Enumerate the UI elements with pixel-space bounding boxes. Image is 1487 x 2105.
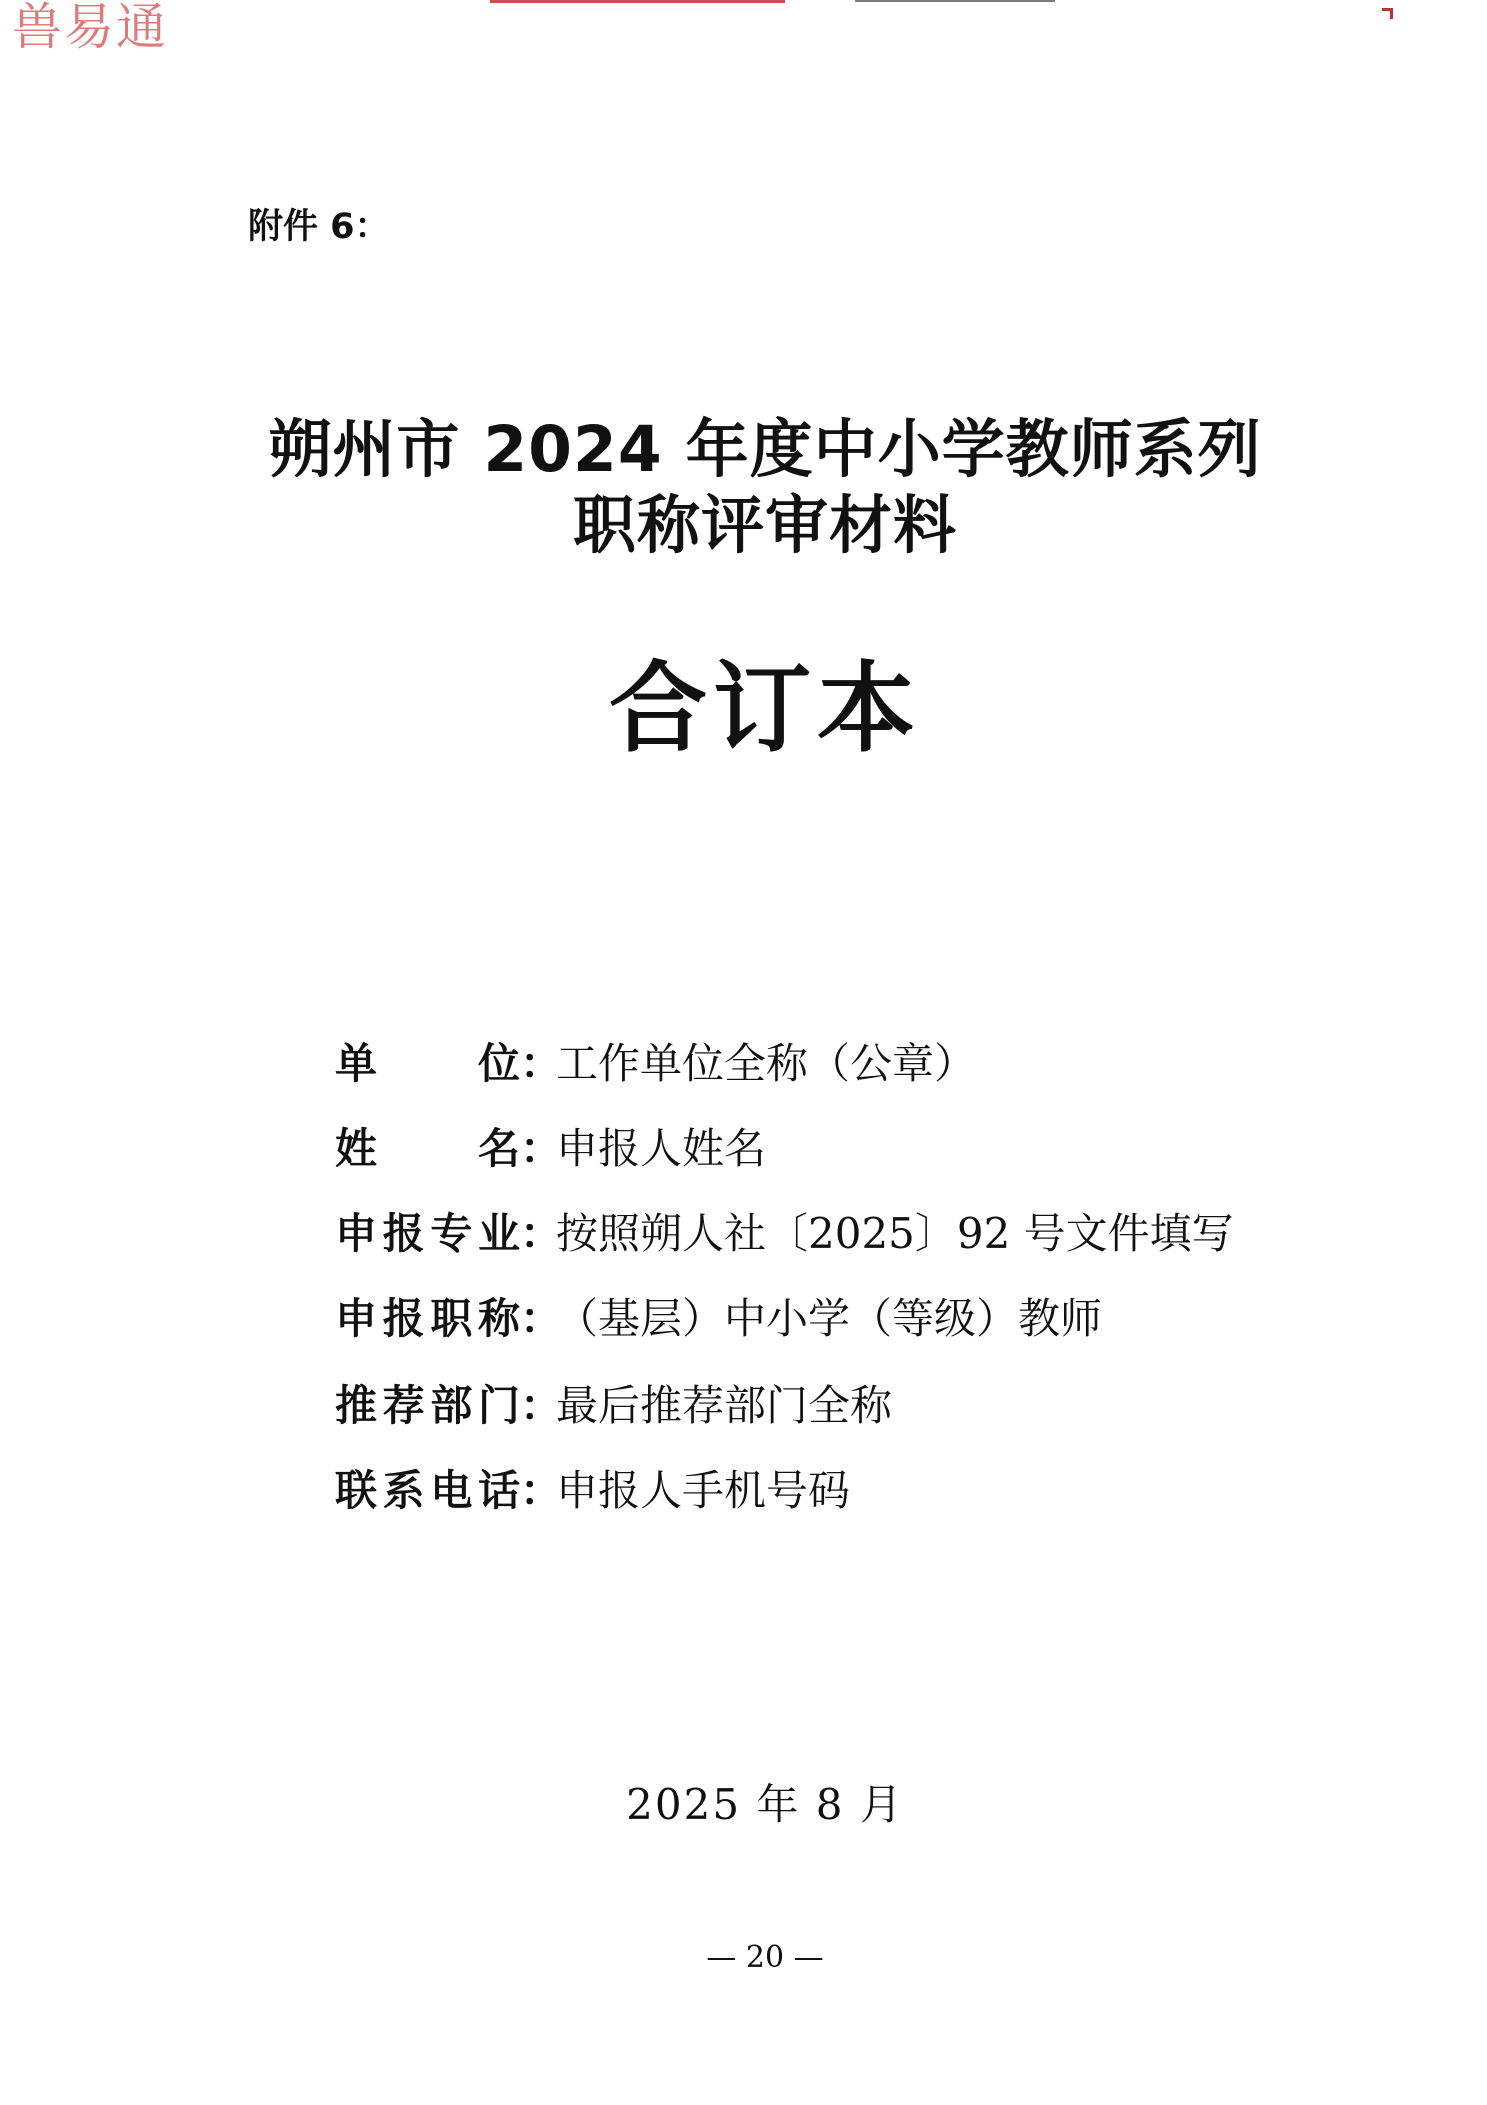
page-number: — 20 — <box>706 1940 824 1975</box>
field-value: 申报人手机号码 <box>556 1466 851 1515</box>
document-title-line-2: 职称评审材料 <box>573 489 957 562</box>
field-row-phone <box>335 1461 850 1521</box>
field-row-title <box>335 1289 1102 1349</box>
field-label: 申报职称 <box>335 1294 520 1343</box>
field-label: 申报专业 <box>335 1209 520 1258</box>
field-row-unit <box>335 1034 976 1094</box>
field-colon: ： <box>520 1294 563 1343</box>
field-label: 单位 <box>335 1039 520 1088</box>
watermark: 兽易通 <box>12 0 168 56</box>
field-label: 联系电话 <box>335 1466 520 1515</box>
field-colon: ： <box>520 1381 563 1430</box>
field-label: 姓名 <box>335 1124 520 1173</box>
field-row-specialty <box>335 1204 1234 1264</box>
field-colon: ： <box>520 1039 563 1088</box>
field-value: 最后推荐部门全称 <box>556 1381 893 1430</box>
field-value: （基层）中小学（等级）教师 <box>556 1294 1103 1343</box>
field-value: 工作单位全称（公章） <box>556 1039 977 1088</box>
field-label: 推荐部门 <box>335 1381 520 1430</box>
field-colon: ： <box>520 1124 563 1173</box>
field-colon: ： <box>520 1209 563 1258</box>
field-value: 申报人姓名 <box>556 1124 767 1173</box>
document-subtitle: 合订本 <box>608 652 921 766</box>
field-colon: ： <box>520 1466 563 1515</box>
scan-edge-mark <box>490 0 785 3</box>
corner-crop-mark <box>1382 8 1393 19</box>
attachment-label: 附件 6： <box>248 207 390 247</box>
field-row-department <box>335 1376 892 1436</box>
document-date: 2025 年 8 月 <box>626 1780 904 1829</box>
field-value: 按照朔人社〔2025〕92 号文件填写 <box>556 1209 1234 1258</box>
scan-edge-mark <box>855 0 1055 2</box>
field-row-name <box>335 1119 766 1179</box>
document-title-line-1: 朔州市 2024 年度中小学教师系列 <box>268 413 1262 486</box>
